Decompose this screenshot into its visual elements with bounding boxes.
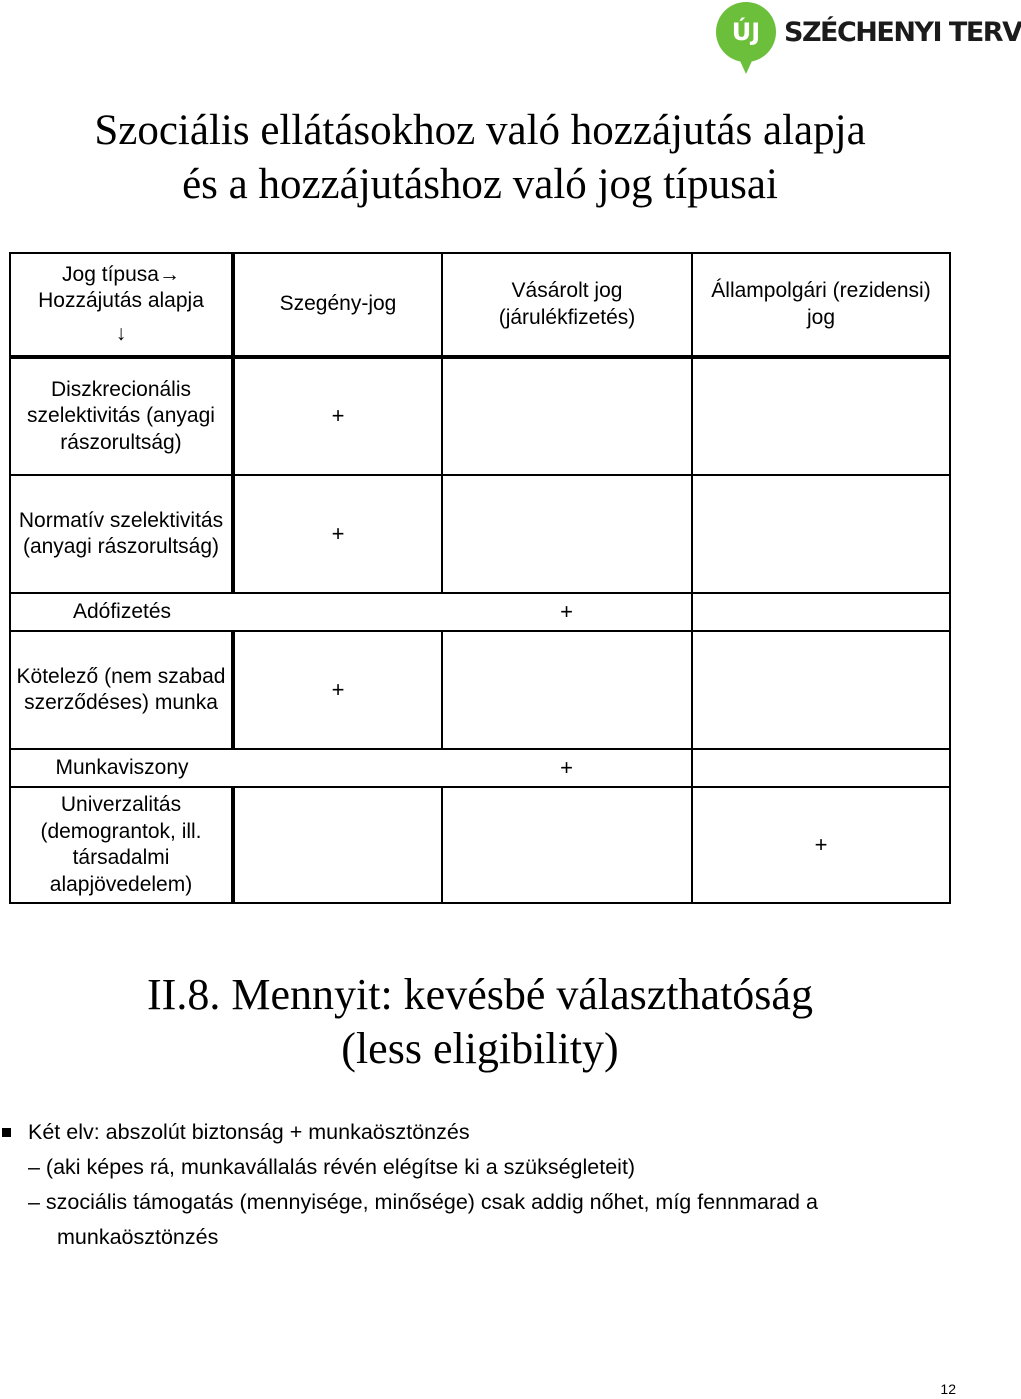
cell-mark: + bbox=[442, 593, 692, 631]
row-label-diszkrecionalis: Diszkrecionális szelektivitás (anyagi rászorultság) bbox=[10, 357, 233, 475]
logo-pin-tail bbox=[736, 52, 756, 74]
table-row bbox=[10, 475, 950, 593]
cell-empty bbox=[233, 787, 442, 903]
cell-empty bbox=[233, 749, 442, 787]
title-line-2: és a hozzájutáshoz való jog típusai bbox=[182, 161, 778, 208]
table-row bbox=[10, 357, 950, 475]
cell-mark: + bbox=[233, 357, 442, 475]
section-title-line-2: (less eligibility) bbox=[341, 1024, 619, 1073]
column-header-allampolgari-jog: Állampolgári (rezidensi) jog bbox=[692, 253, 950, 357]
section-title-line-1: II.8. Mennyit: kevésbé választhatóság bbox=[147, 970, 813, 1019]
column-header-vasarolt-jog: Vásárolt jog (járulékfizetés) bbox=[442, 253, 692, 357]
cell-empty bbox=[442, 631, 692, 749]
corner-header-line-2: Hozzájutás alapja bbox=[38, 289, 204, 313]
bullet-text: Két elv: abszolút biztonság + munkaösztönzés bbox=[28, 1120, 470, 1144]
cell-empty bbox=[442, 357, 692, 475]
row-label-munkaviszony: Munkaviszony bbox=[10, 749, 233, 787]
dash-item-2-continuation: munkaösztönzés bbox=[57, 1225, 219, 1249]
row-label-adofizetes: Adófizetés bbox=[10, 593, 233, 631]
dash-item-1: – (aki képes rá, munkavállalás révén elégítse ki a szükségleteit) bbox=[28, 1155, 636, 1179]
row-label-normativ: Normatív szelektivitás (anyagi rászorultság) bbox=[10, 475, 233, 593]
cell-mark: + bbox=[233, 475, 442, 593]
section-title bbox=[0, 968, 960, 1076]
logo-badge-text: ÚJ bbox=[731, 18, 761, 46]
table-row bbox=[10, 787, 950, 903]
square-bullet-icon bbox=[2, 1128, 11, 1137]
szechenyi-terv-logo bbox=[712, 0, 1021, 78]
column-header-szegeny-jog: Szegény-jog bbox=[233, 253, 442, 357]
cell-empty bbox=[692, 631, 950, 749]
cell-mark: + bbox=[692, 787, 950, 903]
row-label-univerzalitas: Univerzalitás (demograntok, ill. társadalmi alapjövedelem) bbox=[10, 787, 233, 903]
title-line-1: Szociális ellátásokhoz való hozzájutás alapja bbox=[94, 107, 866, 154]
cell-mark: + bbox=[233, 631, 442, 749]
cell-empty bbox=[233, 593, 442, 631]
cell-empty bbox=[442, 475, 692, 593]
corner-header-cell bbox=[10, 253, 233, 357]
cell-empty bbox=[692, 475, 950, 593]
table-header-row bbox=[10, 253, 950, 357]
logo-text: SZÉCHENYI TERV bbox=[784, 17, 1021, 48]
page-number: 12 bbox=[940, 1381, 956, 1397]
corner-header-line-1: Jog típusa→ bbox=[62, 262, 180, 286]
cell-empty bbox=[442, 787, 692, 903]
dash-item-2: – szociális támogatás (mennyisége, minősége) csak addig nőhet, míg fennmarad a bbox=[28, 1190, 818, 1214]
table-row bbox=[10, 631, 950, 749]
cell-empty bbox=[692, 357, 950, 475]
cell-mark: + bbox=[442, 749, 692, 787]
cell-empty bbox=[692, 749, 950, 787]
page-title bbox=[0, 104, 960, 212]
row-label-kotelezo-munka: Kötelező (nem szabad szerződéses) munka bbox=[10, 631, 233, 749]
cell-empty bbox=[692, 593, 950, 631]
down-arrow-icon: ↓ bbox=[115, 321, 127, 345]
table-row bbox=[10, 749, 950, 787]
table-row bbox=[10, 593, 950, 631]
rights-table bbox=[9, 252, 951, 904]
